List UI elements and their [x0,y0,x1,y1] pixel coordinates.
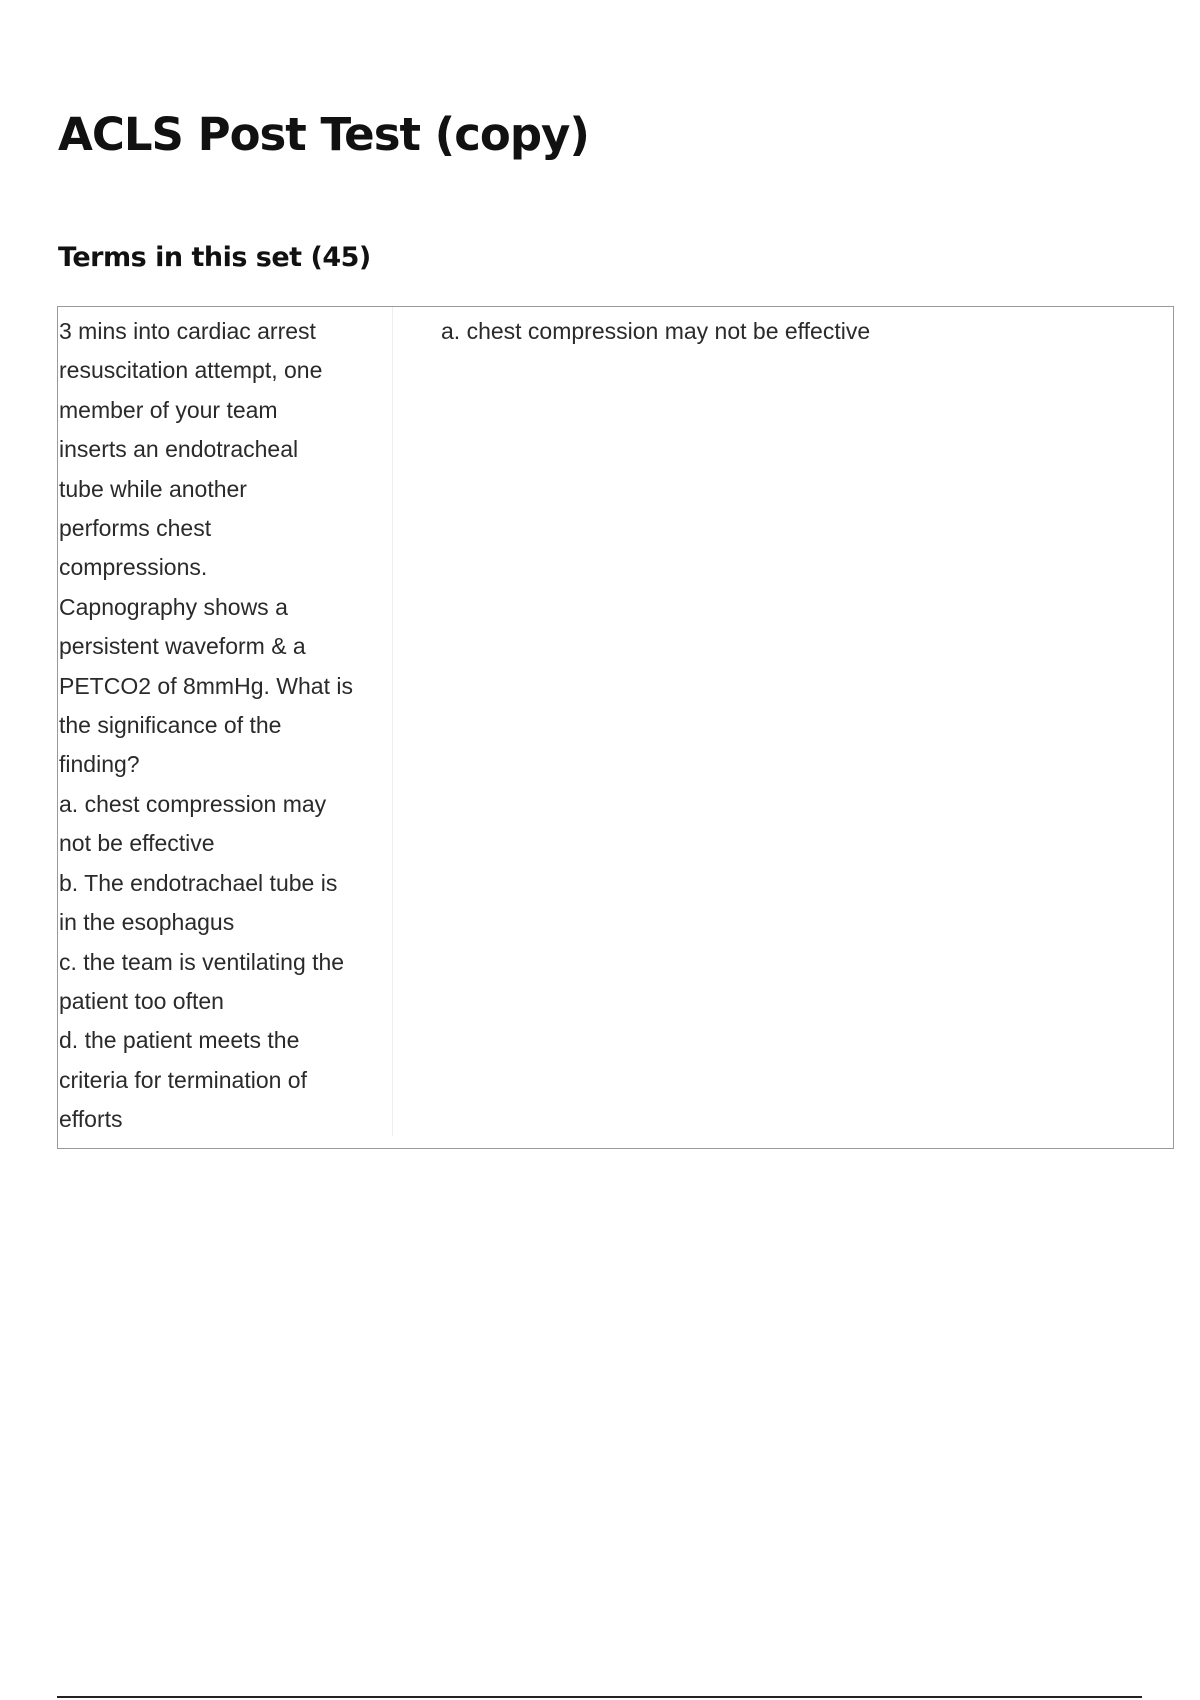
term-line: c. the team is ventilating the [59,948,345,975]
term-line: 3 mins into cardiac arrest [59,318,316,344]
term-line: member of your team [59,396,278,423]
term-line: finding? [59,751,140,778]
definition-text: a. chest compression may not be effective [441,318,871,344]
term-line: the significance of the [59,712,282,739]
term-line: d. the patient meets the [59,1027,300,1054]
term-line: patient too often [59,987,224,1014]
terms-count-heading: Terms in this set (45) [58,242,371,273]
term-line: in the esophagus [59,909,235,936]
term-cell [58,307,393,1136]
terms-table [57,306,1174,1149]
term-line: not be effective [59,830,215,857]
term-line: tube while another [59,475,247,502]
term-line: Capnography shows a [59,593,288,620]
term-line: performs chest [59,515,212,542]
footer-divider [57,1696,1142,1698]
term-line: efforts [59,1106,123,1133]
term-line: b. The endotrachael tube is [59,869,338,896]
term-row [58,307,1173,1148]
page-title: ACLS Post Test (copy) [58,108,589,161]
term-line: a. chest compression may [59,790,327,817]
term-line: resuscitation attempt, one [59,357,323,384]
term-line: inserts an endotracheal [59,436,299,463]
definition-cell [393,307,1173,1148]
term-line: persistent waveform & a [59,633,306,660]
term-line: compressions. [59,554,208,581]
term-line: criteria for termination of [59,1066,307,1093]
term-line: PETCO2 of 8mmHg. What is [59,672,353,699]
